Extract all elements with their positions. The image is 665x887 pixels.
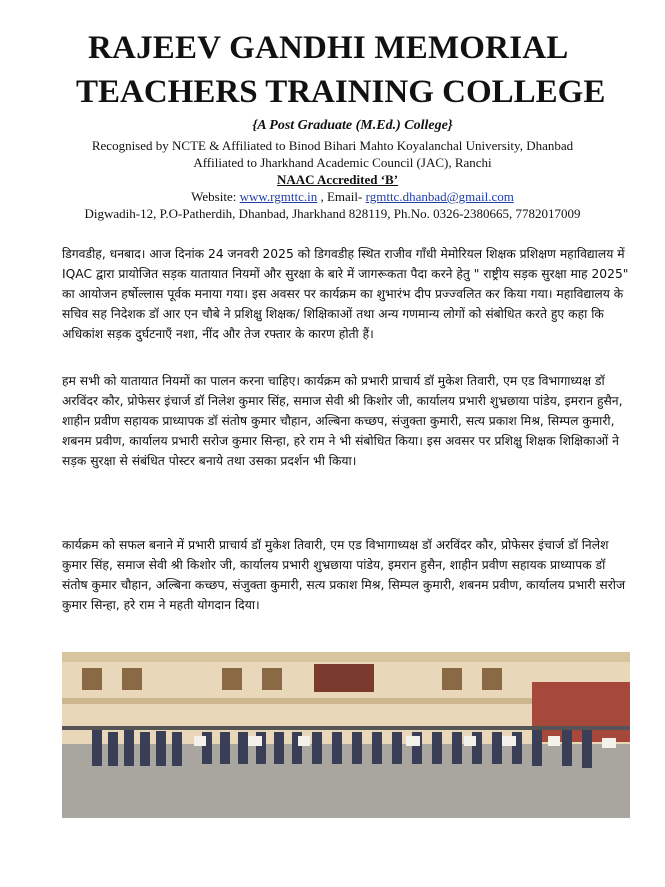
red-shed <box>532 682 630 742</box>
news-paragraph-2: हम सभी को यातायात नियमों का पालन करना चाहिए। कार्यक्रम को प्रभारी प्राचार्य डॉ मुकेश तिवारी, एम एड विभागाध्यक्ष डॉ अरविंदर कौर, प्रोफेसर इंचार्ज डॉ निलेश कुमार सिंह, समाज सेवी श्री किशोर जी, कार्यालय प्रभारी शुभ्रछाया पांडेय, इमरान हुसैन, शाहीन प्रवीण सहायक प्राध्यापक डॉ संतोष कुमार चौहान, अल्बिना कच्छप, संजुक्ता कुमारी, सत्य प्रकाश मिश्र, सिम्पल कुमारी, शबनम प्रवीण, कार्यालय प्रभारी सरोज कुमार सिन्हा, हरे राम ने भी संबोधित किया। इस अवसर पर प्रशिक्षु शिक्षक शिक्षिकाओं ने सड़क सुरक्षा से संबंधित पोस्टर बनाये तथा उसका प्रदर्शन भी किया। <box>62 374 623 468</box>
address-line: Digwadih-12, P.O-Patherdih, Dhanbad, Jharkhand 828119, Ph.No. 0326-2380665, 7782017009 <box>84 206 581 221</box>
roof-band <box>62 652 630 662</box>
contact-line <box>0 189 665 205</box>
news-paragraph-1: डिगवडीह, धनबाद। आज दिनांक 24 जनवरी 2025 को डिगवडीह स्थित राजीव गाँधी मेमोरियल शिक्षक प्रशिक्षण महाविद्यालय में IQAC द्वारा प्रायोजित सड़क यातायात नियमों और सुरक्षा के बारे में जागरूकता पैदा करने हेतु " राष्ट्रीय सड़क सुरक्षा माह 2025" का आयोजन हर्षोल्लास पूर्वक मनाया गया। इस अवसर पर कार्यक्रम का शुभारंभ दीप प्रज्ज्वलित कर किया गया। महाविद्यालय के सचिव सह निदेशक डॉ आर एन चौबे ने प्रशिक्षु शिक्षक/ शिक्षिकाओं तथा अन्य गणमान्य लोगों को संबोधित करते हुए कहा कि अधिकांश सड़क दुर्घटनाएँ नशा, नींद और तेज रफ्तार के कारण होती हैं। <box>62 247 629 341</box>
window <box>82 668 102 690</box>
window <box>262 668 282 690</box>
naac-text: NAAC Accredited ‘B’ <box>276 172 399 187</box>
window <box>482 668 502 690</box>
recognition-line: Recognised by NCTE & Affiliated to Binod Bihari Mahto Koyalanchal University, Dhanbad <box>91 138 574 153</box>
college-signboard <box>314 664 374 692</box>
window <box>442 668 462 690</box>
college-title-line1: RAJEEV GANDHI MEMORIAL <box>88 30 569 66</box>
railing <box>62 726 630 730</box>
event-photo-illustration <box>62 652 630 818</box>
email-label: , Email- <box>317 189 366 204</box>
naac-line <box>0 172 665 188</box>
window <box>122 668 142 690</box>
news-paragraph-3: कार्यक्रम को सफल बनाने में प्रभारी प्राचार्य डॉ मुकेश तिवारी, एम एड विभागाध्यक्ष डॉ अरविंदर कौर, प्रोफेसर इंचार्ज डॉ निलेश कुमार सिंह, समाज सेवी श्री किशोर जी, कार्यालय प्रभारी शुभ्रछाया पांडेय, इमरान हुसैन, शाहीन प्रवीण सहायक प्राध्यापक डॉ संतोष कुमार चौहान, अल्बिना कच्छप, संजुक्ता कुमारी, सत्य प्रकाश मिश्र, सिम्पल कुमारी, शबनम प्रवीण, कार्यालय प्रभारी सरोज कुमार सिन्हा, हरे राम ने महती योगदान दिया। <box>62 538 626 612</box>
window <box>222 668 242 690</box>
college-title-line2: TEACHERS TRAINING COLLEGE <box>76 74 606 110</box>
college-tagline: {A Post Graduate (M.Ed.) College} <box>252 118 453 133</box>
website-link[interactable]: www.rgmttc.in <box>239 189 318 204</box>
email-link[interactable]: rgmttc.dhanbad@gmail.com <box>365 189 514 204</box>
event-photo <box>62 652 630 818</box>
website-label: Website: <box>191 189 240 204</box>
affiliation-line: Affiliated to Jharkhand Academic Council (JAC), Ranchi <box>193 155 492 170</box>
